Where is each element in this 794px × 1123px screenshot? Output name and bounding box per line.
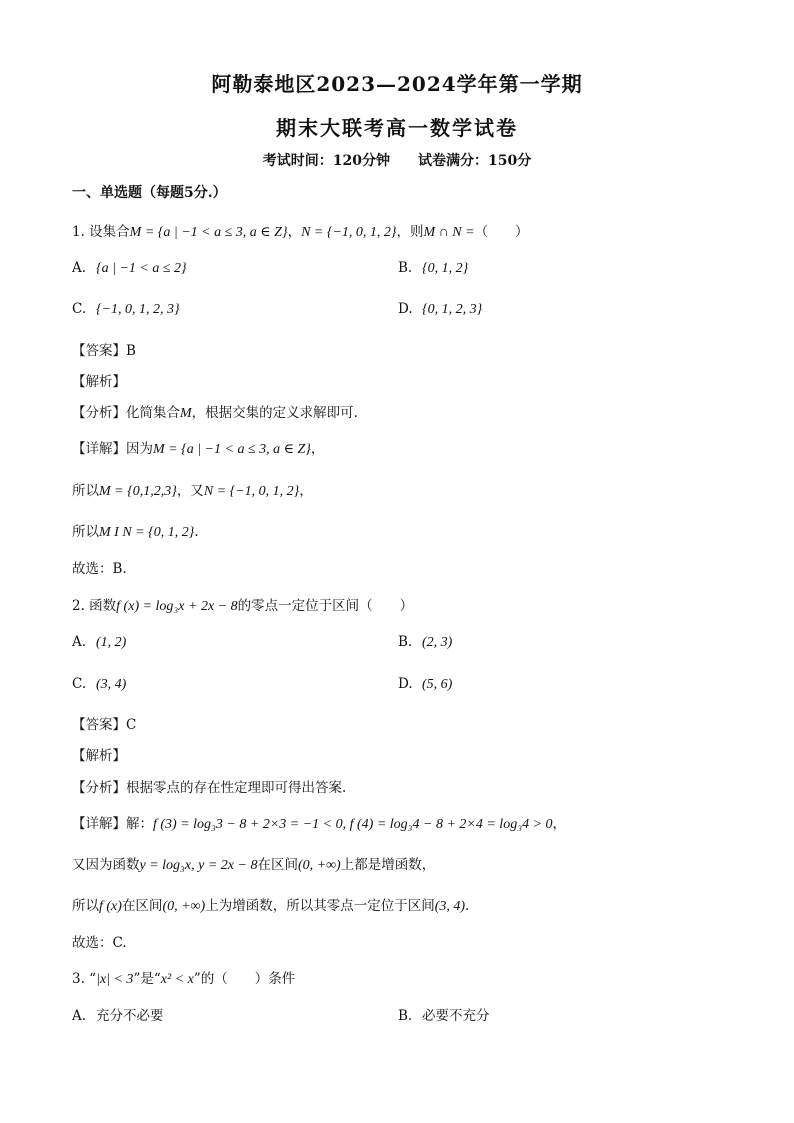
full-score: 试卷满分：150分 [418,153,532,169]
intersection-expr: M ∩ N = [423,225,475,240]
q1-detail-line3: 所以M I N = {0, 1, 2}. [72,524,199,540]
function-expr: f (x) = log₃x + 2x − 8 [116,599,238,614]
q2-detail: 【详解】解：f (3) = log₃3 − 8 + 2×3 = −1 < 0, f (4) = log₃4 − 8 + 2×4 = log₃4 > 0， [72,816,567,832]
q2-answer: 【答案】C [72,717,137,733]
q3-option-a: A. 充分不必要 [72,1008,164,1024]
q2-option-b: B. (2, 3) [398,634,453,650]
q1-option-c: C. {−1, 0, 1, 2, 3} [72,301,180,317]
q2-option-a: A. (1, 2) [72,634,127,650]
question-2-stem: 2. 函数f (x) = log₃x + 2x − 8的零点一定位于区间（ ） [72,598,414,614]
q2-detail-line2: 又因为函数y = log₃x, y = 2x − 8在区间(0, +∞)上都是增函数， [72,857,436,873]
exam-info [0,150,794,170]
section-heading: 一、单选题（每题5分.） [72,185,227,201]
exam-title: 阿勒泰地区2023—2024学年第一学期 [211,72,583,96]
q1-detail: 【详解】因为M = {a | −1 < a ≤ 3, a ∈ Z}， [72,441,325,457]
exam-time: 考试时间：120分钟 [262,153,390,169]
exam-subtitle: 期末大联考高一数学试卷 [276,116,518,140]
q1-fenxi: 【分析】化简集合M，根据交集的定义求解即可. [72,405,358,421]
q1-conclusion: 故选：B. [72,561,127,577]
q1-option-a: A. {a | −1 < a ≤ 2} [72,260,187,276]
q1-answer: 【答案】B [72,343,136,359]
q1-detail-line2: 所以M = {0,1,2,3}，又N = {−1, 0, 1, 2}， [72,483,313,499]
question-1-stem: 1. 设集合M = {a | −1 < a ≤ 3, a ∈ Z}，N = {−1, 0, 1, 2}，则M ∩ N =（ ） [72,224,529,240]
q2-detail-line3: 所以f (x)在区间(0, +∞)上为增函数，所以其零点一定位于区间(3, 4). [72,898,470,914]
question-3-stem: 3. “|x| < 3”是“x² < x”的（ ）条件 [72,971,296,987]
q2-option-c: C. (3, 4) [72,676,127,692]
set-n-expr: N = {−1, 0, 1, 2} [301,225,397,240]
q2-option-d: D. (5, 6) [398,676,453,692]
q1-option-d: D. {0, 1, 2, 3} [398,301,483,317]
q2-conclusion: 故选：C. [72,935,127,951]
q1-analysis-tag: 【解析】 [72,374,126,390]
q1-option-b: B. {0, 1, 2} [398,260,469,276]
q2-fenxi: 【分析】根据零点的存在性定理即可得出答案. [72,780,347,796]
q2-analysis-tag: 【解析】 [72,748,126,764]
q3-option-b: B. 必要不充分 [398,1008,490,1024]
set-m-expr: M = {a | −1 < a ≤ 3, a ∈ Z} [129,225,288,240]
